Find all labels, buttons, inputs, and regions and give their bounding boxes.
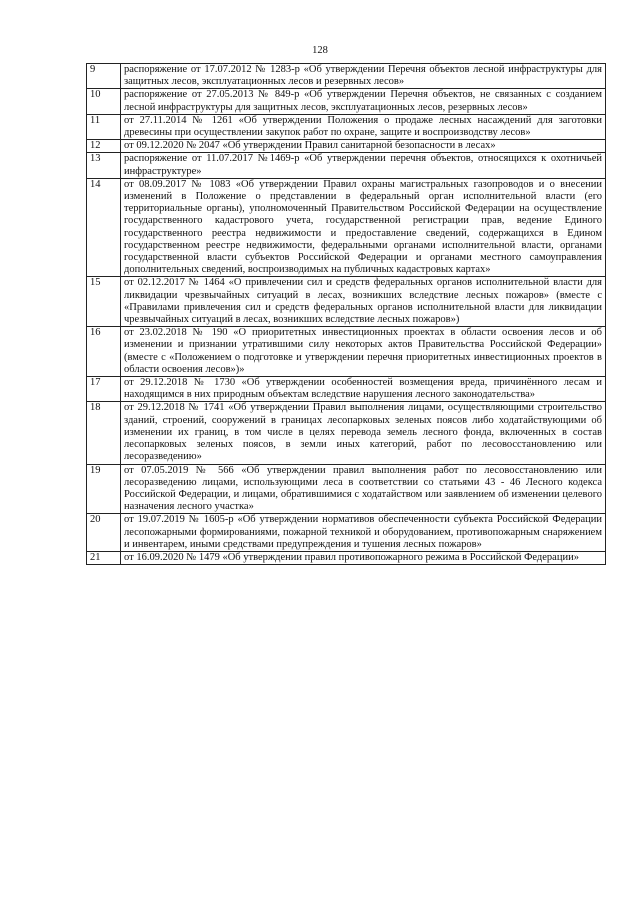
table-row <box>87 327 606 377</box>
table-row <box>87 178 606 277</box>
table-row <box>87 377 606 402</box>
table-row <box>87 464 606 514</box>
row-text: от 16.09.2020 № 1479 «Об утверждении правил противопожарного режима в Российской Федерации» <box>121 551 606 564</box>
table-row <box>87 114 606 139</box>
table-row <box>87 402 606 464</box>
row-text: от 23.02.2018 № 190 «О приоритетных инвестиционных проектах в области освоения лесов и об изменении и признании утратившими силу некоторых актов Правительства Российской Федерации» (вместе с «Положением о подготовке и утверждении перечня приоритетных инвестиционных проектов в области освоения лесов»)» <box>121 327 606 377</box>
row-number: 10 <box>87 89 121 114</box>
row-number: 20 <box>87 514 121 552</box>
row-number: 15 <box>87 277 121 327</box>
table-row <box>87 551 606 564</box>
table-row <box>87 89 606 114</box>
row-text: от 19.07.2019 № 1605-р «Об утверждении нормативов обеспеченности субъекта Российской Федерации лесопожарными формированиями, пожарной техникой и оборудованием, противопожарным снаряжением и инвентарем, иными средствами предупреждения и тушения лесных пожаров» <box>121 514 606 552</box>
row-text: распоряжение от 11.07.2017 №1469-р «Об утверждении перечня объектов, относящихся к охотничьей инфраструктуре» <box>121 153 606 178</box>
row-text: от 07.05.2019 № 566 «Об утверждении правил выполнения работ по лесовосстановлению или лесоразведению лицами, использующими леса в соответствии со статьями 43 - 46 Лесного кодекса Российской Федерации, и лицами, обратившимися с ходатайством или заявлением об изменении целевого назначения лесного участка» <box>121 464 606 514</box>
table-body <box>87 64 606 565</box>
row-text: распоряжение от 17.07.2012 № 1283-р «Об утверждении Перечня объектов лесной инфраструктуры для защитных лесов, эксплуатационных лесов и резервных лесов» <box>121 64 606 89</box>
table-row <box>87 153 606 178</box>
row-number: 18 <box>87 402 121 464</box>
row-number: 13 <box>87 153 121 178</box>
row-text: от 09.12.2020 № 2047 «Об утверждении Правил санитарной безопасности в лесах» <box>121 140 606 153</box>
row-number: 16 <box>87 327 121 377</box>
row-text: от 08.09.2017 № 1083 «Об утверждении Правил охраны магистральных газопроводов и о внесении изменений в Положение о представлении в федеральный орган исполнительной власти (его территориальные органы), уполномоченный Правительством Российской Федерации на осуществление государственного кадастрового учета, государственной регистрации прав, ведение Единого государственного реестра недвижимости и предоставление сведений, содержащихся в Едином государственном реестре недвижимости, федеральными органами исполнительной власти, органами государственной власти субъектов Российской Федерации и органами местного самоуправления дополнительных сведений, воспроизводимых на публичных кадастровых картах» <box>121 178 606 277</box>
row-text: распоряжение от 27.05.2013 № 849-р «Об утверждении Перечня объектов, не связанных с созданием лесной инфраструктуры для защитных лесов, эксплуатационных лесов, резервных лесов» <box>121 89 606 114</box>
table-row <box>87 140 606 153</box>
row-text: от 29.12.2018 № 1730 «Об утверждении особенностей возмещения вреда, причинённого лесам и находящимся в них природным объектам вследствие нарушения лесного законодательства» <box>121 377 606 402</box>
row-number: 9 <box>87 64 121 89</box>
row-number: 17 <box>87 377 121 402</box>
row-text: от 27.11.2014 № 1261 «Об утверждении Положения о продаже лесных насаждений для заготовки древесины при осуществлении закупок работ по охране, защите и воспроизводству лесов» <box>121 114 606 139</box>
row-number: 11 <box>87 114 121 139</box>
table-row <box>87 514 606 552</box>
table-row <box>87 277 606 327</box>
row-text: от 29.12.2018 № 1741 «Об утверждении Правил выполнения лицами, осуществляющими строительство зданий, строений, сооружений в границах лесопарковых зеленых поясов либо ходатайствующими об изменении их границ, в том числе в целях перевода земель лесного фонда, включенных в состав лесопарковых зеленых поясов, в земли иных категорий, работ по лесовосстановлению или лесоразведению» <box>121 402 606 464</box>
legal-acts-table <box>86 63 606 565</box>
row-number: 21 <box>87 551 121 564</box>
row-number: 12 <box>87 140 121 153</box>
row-number: 19 <box>87 464 121 514</box>
row-number: 14 <box>87 178 121 277</box>
row-text: от 02.12.2017 № 1464 «О привлечении сил и средств федеральных органов исполнительной власти для ликвидации чрезвычайных ситуаций в лесах, возникших вследствие лесных пожаров» (вместе с «Правилами привлечения сил и средств федеральных органов исполнительной власти для ликвидации чрезвычайных ситуаций в лесах, возникших вследствие лесных пожаров») <box>121 277 606 327</box>
table-row <box>87 64 606 89</box>
page-number: 128 <box>312 45 328 56</box>
